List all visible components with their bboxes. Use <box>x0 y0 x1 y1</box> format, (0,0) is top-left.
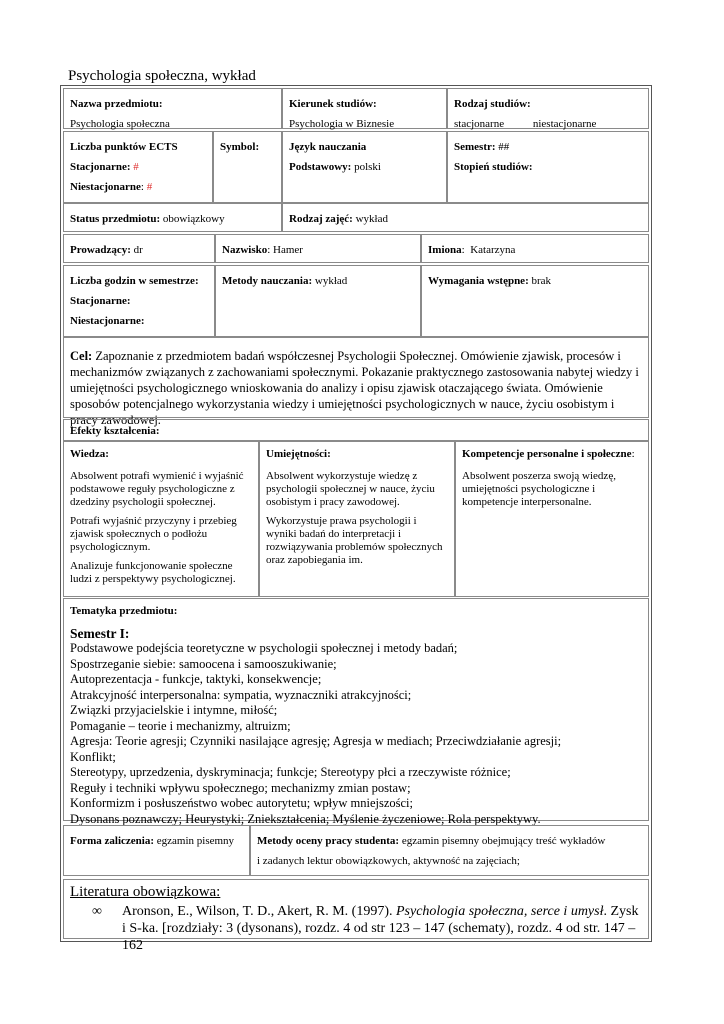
literature-label: Literatura obowiązkowa: <box>70 884 221 900</box>
assessment-methods-value-2: i zadanych lektur obowiązkowych, aktywność na zajęciach; <box>257 855 520 867</box>
assessment-methods-value-1: egzamin pisemny obejmujący treść wykładów <box>401 835 606 847</box>
ects-niestac-label: Niestacjonarne <box>70 181 141 193</box>
knowledge-cell <box>63 441 259 597</box>
competences-cell <box>455 441 649 597</box>
literature-authors: Aronson, E., Wilson, T. D., Akert, R. M. (1997). <box>122 904 393 919</box>
goal-text: Zapoznanie z przedmiotem badań współczesnej Psychologii Społecznej. Omówienie zjawisk, procesów i mechanizmów związanych z zachowaniami społecznymi. Pokazanie praktycznego zastosowania nabytej wiedzy i umiejętności psychologicznego wnioskowania do analizy i opisu zjawisk otaczającego świata. Omówienie sposobów potencjalnego wykorzystania wiedzy i umiejętności psychologicznych w nauce, życiu osobistym i pracy zawodowej. <box>70 349 639 427</box>
assessment-methods-cell <box>250 825 649 876</box>
topic-line: Dysonans poznawczy; Heurystyki; Zniekształcenia; Myślenie życzeniowe; Rola perspektywy. <box>70 811 541 826</box>
given-name-cell: Imiona: Katarzyna <box>421 234 649 263</box>
field-label: Kierunek studiów: <box>289 98 377 110</box>
language-base-label: Podstawowy: <box>289 161 352 173</box>
hours-label: Liczba godzin w semestrze: <box>70 275 199 287</box>
skills-item-1: Absolwent wykorzystuje wiedzę z psychologii społecznej w nauce, życiu osobistym i pracy zawodowej. <box>266 470 435 508</box>
subject-cell <box>63 88 282 129</box>
skills-cell <box>259 441 455 597</box>
hours-cell <box>63 265 215 337</box>
field-value: Psychologia w Biznesie <box>289 118 395 130</box>
knowledge-label: Wiedza: <box>70 448 109 460</box>
literature-item <box>70 903 642 954</box>
semester-value: ## <box>498 141 510 153</box>
study-type-value-2: niestacjonarne <box>532 118 597 130</box>
symbol-label: Symbol: <box>220 141 260 153</box>
skills-item-2: Wykorzystuje prawa psychologii i wyniki badań do interpretacji i rozwiązywania problemów społecznych oraz zapobiegania im. <box>266 515 443 566</box>
class-type-cell <box>282 203 649 232</box>
topic-line: Związki przyjacielskie i intymne, miłość; <box>70 703 278 717</box>
assessment-form-cell <box>63 825 250 876</box>
teaching-methods-value: wykład <box>314 275 348 287</box>
study-type-cell <box>447 88 649 129</box>
given-name-label: Imiona <box>428 244 462 256</box>
knowledge-item-2: Potrafi wyjaśnić przyczyny i przebieg zjawisk społecznych o podłożu psychologicznym. <box>70 515 237 553</box>
teaching-methods-cell <box>215 265 421 337</box>
competences-item-1: Absolwent poszerza swoją wiedzę, umiejętności psychologiczne i kompetencje interpersonalne. <box>462 470 616 508</box>
semester-label: Semestr: <box>454 141 496 153</box>
semester-heading: Semestr I: <box>70 625 130 641</box>
symbol-cell <box>213 131 282 203</box>
knowledge-item-3: Analizuje funkcjonowanie społeczne ludzi z perspektywy psychologicznej. <box>70 560 236 585</box>
literature-title: Psychologia społeczna, serce i umysł <box>395 904 604 919</box>
class-type-label: Rodzaj zajęć: <box>289 213 353 225</box>
ects-niestac-value: # <box>146 181 153 193</box>
topic-line: Autoprezentacja - funkcje, taktyki, konsekwencje; <box>70 672 322 686</box>
topic-line: Reguły i techniki wpływu społecznego; mechanizmy zmian postaw; <box>70 780 411 795</box>
hours-stac-label: Stacjonarne: <box>70 295 131 307</box>
outcomes-label: Efekty kształcenia: <box>70 425 160 437</box>
ects-label: Liczba punktów ECTS <box>70 141 178 153</box>
outcomes-header-cell <box>63 419 649 441</box>
topic-line: Atrakcyjność interpersonalna: sympatia, wyznaczniki atrakcyjności; <box>70 687 412 702</box>
class-type-value: wykład <box>355 213 388 225</box>
topics-cell <box>63 598 649 826</box>
prerequisites-cell <box>421 265 649 337</box>
topic-line: Konformizm i posłuszeństwo wobec autorytetu; wpływ mniejszości; <box>70 796 413 810</box>
topic-line: Stereotypy, uprzedzenia, dyskryminacja; funkcje; Stereotypy płci a rzeczywiste różnice; <box>70 765 511 779</box>
surname-cell: Nazwisko: Hamer <box>215 234 421 263</box>
ects-stac-label: Stacjonarne: <box>70 161 131 173</box>
prerequisites-value: brak <box>531 275 552 287</box>
ects-cell: Liczba punktów ECTS Stacjonarne: # Niestacjonarne: # <box>63 131 213 203</box>
subject-label: Nazwa przedmiotu: <box>70 98 163 110</box>
field-cell <box>282 88 447 129</box>
study-type-value-1: stacjonarne <box>454 118 505 130</box>
hours-niestac-label: Niestacjonarne: <box>70 315 145 327</box>
assessment-methods-label: Metody oceny pracy studenta: <box>257 835 400 847</box>
goal-cell <box>63 337 649 427</box>
language-base-value: polski <box>354 161 381 173</box>
semester-cell <box>447 131 649 203</box>
topic-line: Podstawowe podejścia teoretyczne w psychologii społecznej i metody badań; <box>70 641 458 655</box>
assessment-form-label: Forma zaliczenia: <box>70 835 154 847</box>
degree-label: Stopień studiów: <box>454 161 533 173</box>
skills-label: Umiejętności: <box>266 448 331 460</box>
assessment-form-value: egzamin pisemny <box>156 835 235 847</box>
goal-label: Cel: <box>70 349 93 363</box>
knowledge-item-1: Absolwent potrafi wymienić i wyjaśnić podstawowe reguły psychologiczne z dzedziny psychologii społecznej. <box>70 470 244 508</box>
status-value: obowiązkowy <box>162 213 225 225</box>
surname-value: Hamer <box>273 244 303 256</box>
lecturer-value: dr <box>133 244 143 256</box>
competences-colon: : <box>631 448 635 460</box>
ects-stac-value: # <box>133 161 139 173</box>
teaching-methods-label: Metody nauczania: <box>222 275 313 287</box>
competences-label: Kompetencje personalne i społeczne <box>462 448 632 460</box>
lecturer-cell <box>63 234 215 263</box>
surname-label: Nazwisko <box>222 244 268 256</box>
syllabus-table <box>60 85 652 953</box>
literature-cell <box>63 879 649 953</box>
language-cell <box>282 131 447 203</box>
topics-label: Tematyka przedmiotu: <box>70 605 178 617</box>
language-label: Język nauczania <box>289 141 367 153</box>
prerequisites-label: Wymagania wstępne: <box>428 275 529 287</box>
study-type-label: Rodzaj studiów: <box>454 98 531 110</box>
given-name-value: Katarzyna <box>470 244 516 256</box>
subject-value: Psychologia społeczna <box>70 118 170 130</box>
topic-line: Agresja: Teorie agresji; Czynniki nasilające agresję; Agresja w mediach; Przeciwdziałanie agresji; <box>70 734 562 748</box>
topic-line: Spostrzeganie siebie: samoocena i samooszukiwanie; <box>70 656 337 671</box>
topic-line: Konflikt; <box>70 749 116 764</box>
status-cell <box>63 203 282 232</box>
lecturer-label: Prowadzący: <box>70 244 131 256</box>
document-title: Psychologia społeczna, wykład <box>68 68 256 84</box>
status-label: Status przedmiotu: <box>70 213 161 225</box>
literature-details: . Zysk i S-ka. [rozdziały: 3 (dysonans), rozdz. 4 od str 123 – 147 (schematy), rozdz. 4 od str. 147 – 162 <box>122 904 639 953</box>
topic-line: Pomaganie – teorie i mechanizmy, altruizm; <box>70 718 291 733</box>
infinity-bullet-icon: ∞ <box>92 904 102 919</box>
